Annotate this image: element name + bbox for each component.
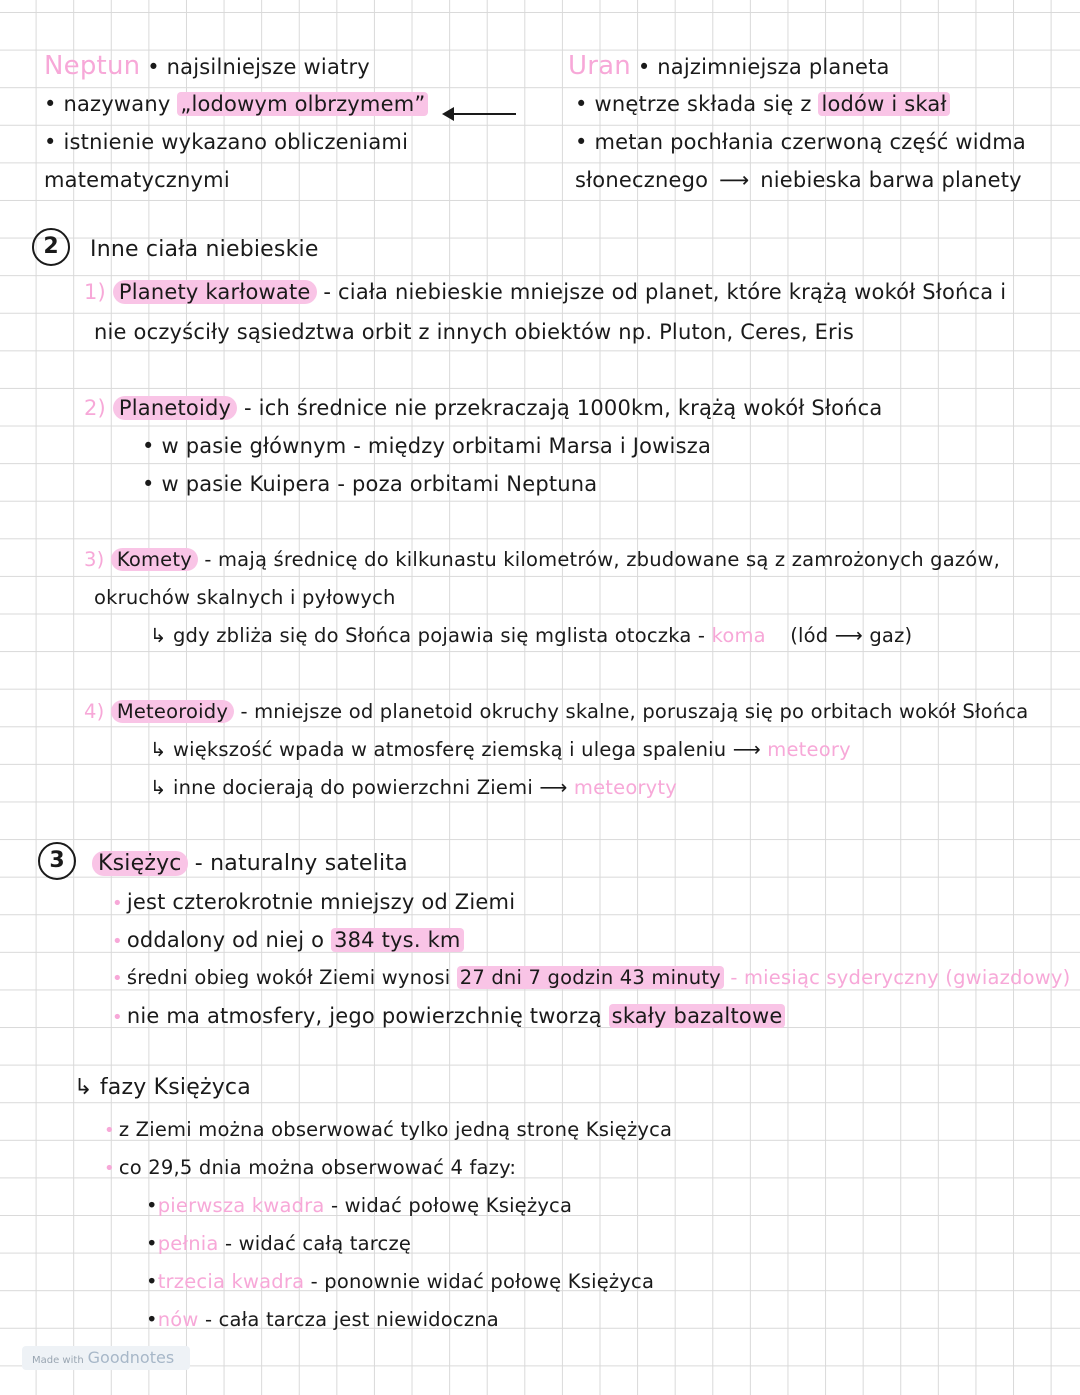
komety-line-1: 3) Komety - mają średnicę do kilkunastu kilometrów, zbudowane są z zamrożonych gazów, (84, 548, 1000, 571)
meteoroidy-line-1: 4) Meteoroidy - mniejsze od planetoid okruchy skalne, poruszają się po orbitach wokół Słońca (84, 700, 1029, 723)
bullet-dot-icon: • (112, 1007, 123, 1028)
koma-term: koma (711, 624, 766, 647)
komety-line-2: okruchów skalnych i pyłowych (94, 586, 396, 609)
planetoidy-term: Planetoidy (113, 396, 237, 420)
komety-line-3: ↳ gdy zbliża się do Słońca pojawia się mglista otoczka - koma (lód ⟶ gaz) (150, 624, 913, 647)
neptun-line-3: • istnienie wykazano obliczeniami (44, 130, 409, 154)
bullet-dot-icon: • (112, 931, 123, 952)
meteoroidy-line-3: ↳ inne docierają do powierzchni Ziemi ⟶ meteoryty (150, 776, 677, 799)
arrow-turn-icon: ↳ (74, 1075, 93, 1100)
ksiezyc-bullet-2: • oddalony od niej o 384 tys. km (112, 926, 464, 956)
phase-item: •nów - cała tarcza jest niewidoczna (146, 1308, 499, 1331)
phase-item: •pełnia - widać całą tarczę (146, 1232, 412, 1255)
arrow-turn-icon: ↳ (150, 624, 167, 647)
ksiezyc-term: Księżyc (92, 851, 188, 876)
neptun-line-1: Neptun • najsilniejsze wiatry (44, 51, 370, 81)
section-3-title: Księżyc - naturalny satelita (92, 850, 408, 878)
bullet-dot-icon: • (104, 1158, 115, 1179)
arrow-right-icon: ⟶ (719, 168, 750, 192)
phase-item: •trzecia kwadra - ponownie widać połowę Księżyca (146, 1270, 655, 1293)
uran-line-2: • wnętrze składa się z lodów i skał (575, 90, 950, 118)
neptun-line-4: matematycznymi (44, 168, 230, 192)
meteoroidy-line-2: ↳ większość wpada w atmosferę ziemską i ulega spaleniu ⟶ meteory (150, 738, 851, 761)
phase-item: •pierwsza kwadra - widać połowę Księżyca (146, 1194, 573, 1217)
karlowate-line-1: 1) Planety karłowate - ciała niebieskie mniejsze od planet, które krążą wokół Słońca i (84, 280, 1007, 304)
section-2-number: 2 (32, 228, 70, 266)
ksiezyc-bullet-3: • średni obieg wokół Ziemi wynosi 27 dni 7 godzin 43 minuty - miesiąc syderyczny (gwiazdowy) (112, 966, 1071, 989)
fazy-bullet-2: • co 29,5 dnia można obserwować 4 fazy: (104, 1156, 517, 1179)
arrow-left-icon (450, 113, 516, 115)
planetoidy-bullet-1: • w pasie głównym - między orbitami Marsa i Jowisza (142, 434, 712, 458)
arrow-head-icon (442, 107, 454, 121)
karlowate-term: Planety karłowate (113, 280, 317, 304)
uran-line-4: słonecznego ⟶ niebieska barwa planety (575, 168, 1022, 192)
planetoidy-line-1: 2) Planetoidy - ich średnice nie przekraczają 1000km, krążą wokół Słońca (84, 396, 883, 420)
meteoryty-term: meteoryty (573, 776, 677, 799)
uran-title: Uran (568, 51, 631, 81)
arrow-turn-icon: ↳ (150, 776, 167, 799)
bullet-dot-icon: • (112, 968, 123, 989)
ksiezyc-bullet-4: • nie ma atmosfery, jego powierzchnię tworzą skały bazaltowe (112, 1002, 785, 1032)
neptun-highlight: „lodowym olbrzymem” (177, 92, 428, 116)
meteory-term: meteory (767, 738, 851, 761)
meteoroidy-term: Meteoroidy (111, 700, 234, 723)
neptun-line-2: • nazywany „lodowym olbrzymem” (44, 90, 428, 118)
section-3-number: 3 (38, 842, 76, 880)
karlowate-line-2: nie oczyściły sąsiedztwa orbit z innych obiektów np. Pluton, Ceres, Eris (94, 320, 855, 344)
uran-highlight: lodów i skał (818, 92, 949, 116)
komety-term: Komety (111, 548, 198, 571)
bullet-dot-icon: • (112, 893, 123, 914)
ksiezyc-bullet-1: • jest czterokrotnie mniejszy od Ziemi (112, 890, 516, 914)
goodnotes-badge: Made with Goodnotes (22, 1346, 190, 1370)
uran-line-1: Uran • najzimniejsza planeta (568, 51, 890, 81)
arrow-turn-icon: ↳ (150, 738, 167, 761)
fazy-bullet-1: • z Ziemi można obserwować tylko jedną stronę Księżyca (104, 1118, 673, 1141)
uran-line-3: • metan pochłania czerwoną część widma (575, 130, 1026, 154)
fazy-title: ↳ fazy Księżyca (74, 1075, 251, 1100)
bullet-dot-icon: • (104, 1120, 115, 1141)
neptun-title: Neptun (44, 51, 141, 81)
section-2-title: Inne ciała niebieskie (90, 237, 319, 262)
planetoidy-bullet-2: • w pasie Kuipera - poza orbitami Neptuna (142, 472, 598, 496)
